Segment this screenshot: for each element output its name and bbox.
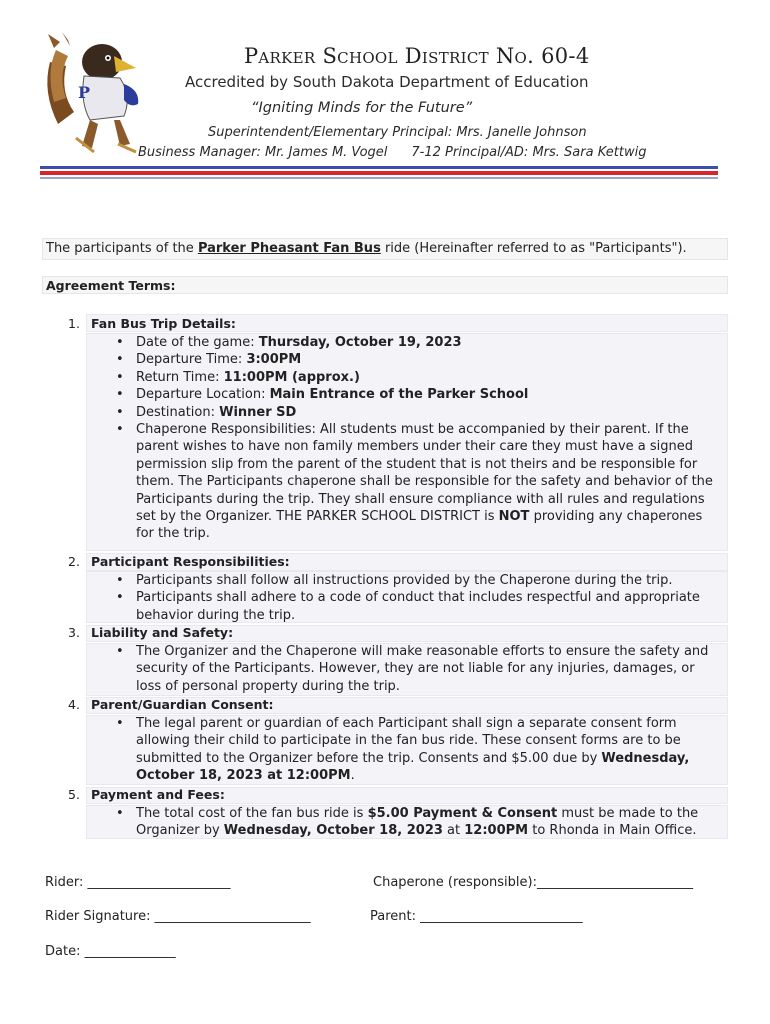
superintendent: Superintendent/Elementary Principal: Mrs. Janelle Johnson	[208, 125, 587, 140]
section-number: 5.	[68, 787, 80, 802]
section-title-payment: Payment and Fees:	[91, 787, 225, 802]
list-item: • The legal parent or guardian of each Participant shall sign a separate consent form allowing their child to participate in the fan bus ride. These consent forms are to be submitted to the Organizer before the trip. Consents and $5.00 due by Wednesday, October 18, 2023 at 12:00PM.	[112, 715, 722, 785]
district-name: Parker School District No. 60-4	[244, 44, 590, 68]
business-manager-text: Business Manager: Mr. James M. Vogel	[138, 145, 388, 160]
parent-field[interactable]: Parent: _________________________	[370, 909, 583, 924]
section-number: 4.	[68, 697, 80, 712]
business-manager	[138, 145, 646, 160]
principal-text: 7-12 Principal/AD: Mrs. Sara Kettwig	[411, 145, 647, 160]
participants-intro-field[interactable]	[42, 238, 728, 260]
section-title-consent: Parent/Guardian Consent:	[91, 697, 274, 712]
section-title-liability: Liability and Safety:	[91, 625, 234, 640]
header-rule-gray	[40, 177, 718, 179]
liability-list	[112, 643, 722, 695]
section-number: 3.	[68, 625, 80, 640]
accreditation: Accredited by South Dakota Department of Education	[185, 73, 589, 91]
header-rule-red	[40, 171, 718, 175]
list-item: • Departure Time: 3:00PM	[112, 351, 722, 368]
list-item: • Destination: Winner SD	[112, 404, 722, 421]
pheasant-mascot-logo	[40, 32, 144, 154]
fan-bus-name: Parker Pheasant Fan Bus	[197, 241, 381, 256]
letterhead	[0, 0, 770, 200]
date-field[interactable]: Date: ______________	[45, 944, 176, 959]
chaperone-field[interactable]: Chaperone (responsible):________________________	[373, 875, 693, 890]
svg-text:P: P	[78, 83, 91, 102]
intro-text: The participants of the	[46, 241, 198, 256]
list-item: • Return Time: 11:00PM (approx.)	[112, 369, 722, 386]
agreement-terms-field[interactable]: Agreement Terms:	[42, 276, 728, 294]
rider-name-field[interactable]: Rider: ______________________	[45, 875, 231, 890]
section-number: 1.	[68, 316, 80, 331]
list-item: • Participants shall adhere to a code of conduct that includes respectful and appropriate behavior during the trip.	[112, 589, 722, 624]
intro-text-end: ride (Hereinafter referred to as "Participants").	[380, 241, 687, 256]
header-rule-blue	[40, 166, 718, 169]
section-number: 2.	[68, 554, 80, 569]
consent-list	[112, 715, 722, 785]
participant-responsibilities-list	[112, 572, 722, 624]
list-item-chaperone: • Chaperone Responsibilities: All students must be accompanied by their parent. If the parent wishes to have non family members under their care they must have a signed permission slip from the parent of the student that is not theirs and be responsible for them. The Participants chaperone shall be responsible for the safety and behavior of the Participants during the trip. They shall ensure compliance with all rules and regulations set by the Organizer. THE PARKER SCHOOL DISTRICT is NOT providing any chaperones for the trip.	[112, 421, 722, 543]
trip-details-list	[112, 334, 722, 543]
list-item: • The total cost of the fan bus ride is $5.00 Payment & Consent must be made to the Organizer by Wednesday, October 18, 2023 at 12:00PM to Rhonda in Main Office.	[112, 805, 722, 840]
payment-list	[112, 805, 722, 840]
list-item: • Participants shall follow all instructions provided by the Chaperone during the trip.	[112, 572, 722, 589]
list-item: • Date of the game: Thursday, October 19, 2023	[112, 334, 722, 351]
rider-signature-field[interactable]: Rider Signature: ________________________	[45, 909, 311, 924]
section-title-trip-details: Fan Bus Trip Details:	[91, 316, 236, 331]
section-title-participant-responsibilities: Participant Responsibilities:	[91, 554, 290, 569]
list-item: • Departure Location: Main Entrance of the Parker School	[112, 386, 722, 403]
motto: “Igniting Minds for the Future”	[251, 100, 473, 116]
list-item: • The Organizer and the Chaperone will make reasonable efforts to ensure the safety and security of the Participants. However, they are not liable for any injuries, damages, or loss of personal property during the trip.	[112, 643, 722, 695]
